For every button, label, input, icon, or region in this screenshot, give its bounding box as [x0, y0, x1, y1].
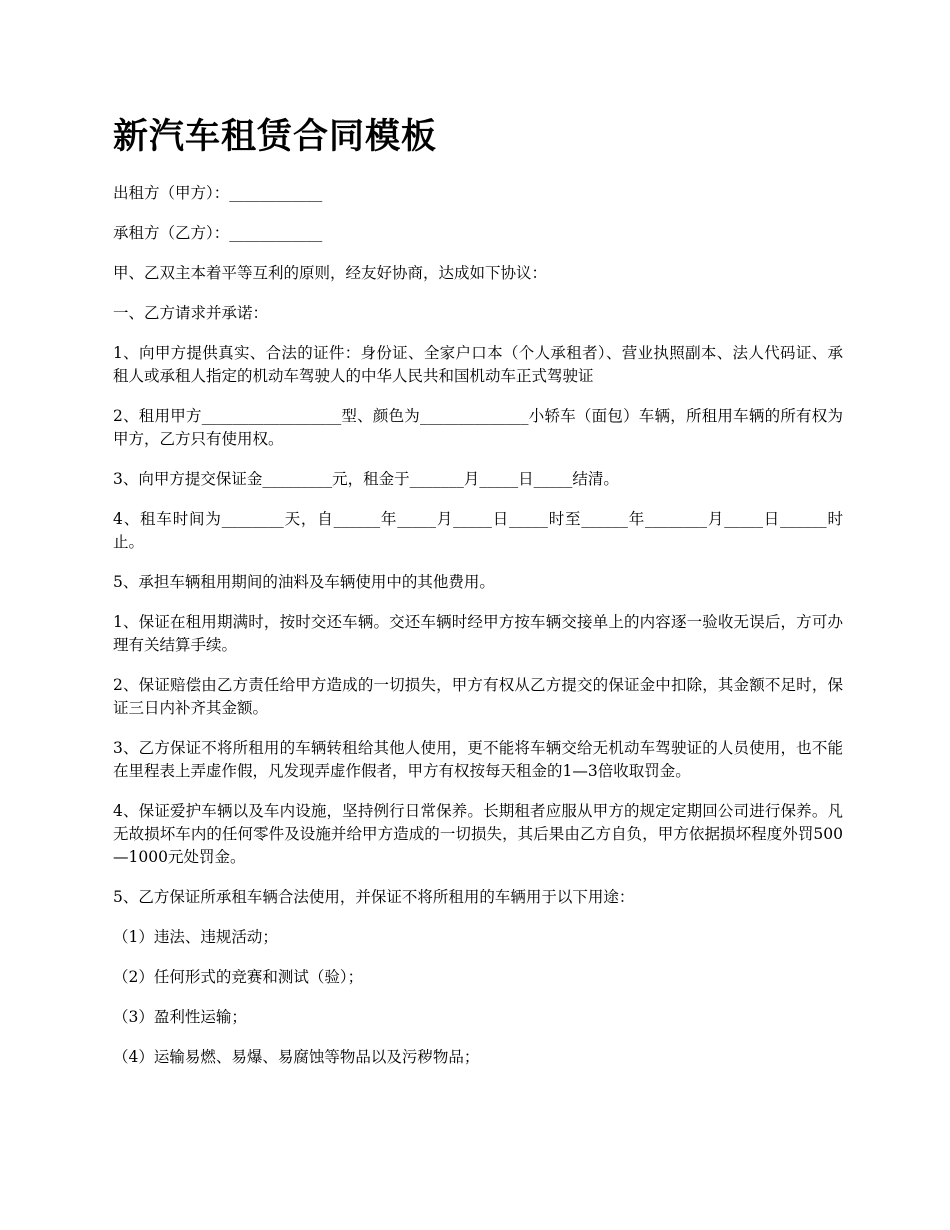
list-item: （1）违法、违规活动；	[113, 928, 278, 946]
clause-paragraph: 3、向甲方提交保证金_________元，租金于_______月_____日_____结清。	[113, 470, 619, 488]
page-title: 新汽车租赁合同模板	[113, 117, 438, 157]
clause-paragraph: 1、保证在租用期满时，按时交还车辆。交还车辆时经甲方按车辆交接单上的内容逐一验收无误后，方可办理有关结算手续。	[113, 613, 843, 654]
agreement-intro: 甲、乙双主本着平等互利的原则，经友好协商，达成如下协议：	[113, 264, 548, 282]
clause-paragraph: 3、乙方保证不将所租用的车辆转租给其他人使用，更不能将车辆交给无机动车驾驶证的人员使用，也不能在里程表上弄虚作假，凡发现弄虚作假者，甲方有权按每天租金的1—3倍收取罚金。	[113, 739, 843, 780]
clause-paragraph: 4、租车时间为________天，自______年_____月_____日_____时至______年________月_____日______时止。	[113, 510, 843, 551]
clause-paragraph: 5、乙方保证所承租车辆合法使用，并保证不将所租用的车辆用于以下用途：	[113, 888, 635, 906]
list-item: （2）任何形式的竞赛和测试（验）；	[113, 968, 364, 986]
list-item: （4）运输易燃、易爆、易腐蚀等物品以及污秽物品；	[113, 1048, 480, 1066]
section-heading: 一、乙方请求并承诺：	[113, 304, 269, 322]
clause-paragraph: 1、向甲方提供真实、合法的证件：身份证、全家户口本（个人承租者）、营业执照副本、法人代码证、承租人或承租人指定的机动车驾驶人的中华人民共和国机动车正式驾驶证	[113, 344, 843, 385]
list-item: （3）盈利性运输；	[113, 1008, 247, 1026]
clause-paragraph: 5、承担车辆租用期间的油料及车辆使用中的其他费用。	[113, 573, 495, 591]
lessee-line: 承租方（乙方）：____________	[113, 224, 323, 242]
clause-paragraph: 2、租用甲方__________________型、颜色为______________小轿车（面包）车辆，所租用车辆的所有权为甲方，乙方只有使用权。	[113, 407, 843, 448]
lessor-line: 出租方（甲方）：____________	[113, 184, 323, 202]
clause-paragraph: 4、保证爱护车辆以及车内设施，坚持例行日常保养。长期租者应服从甲方的规定定期回公司进行保养。凡无故损坏车内的任何零件及设施并给甲方造成的一切损失，其后果由乙方自负，甲方依据损坏程度外罚500—1000元处罚金。	[113, 802, 843, 866]
clause-paragraph: 2、保证赔偿由乙方责任给甲方造成的一切损失，甲方有权从乙方提交的保证金中扣除，其金额不足时，保证三日内补齐其金额。	[113, 676, 843, 717]
document-page	[113, 112, 843, 1086]
